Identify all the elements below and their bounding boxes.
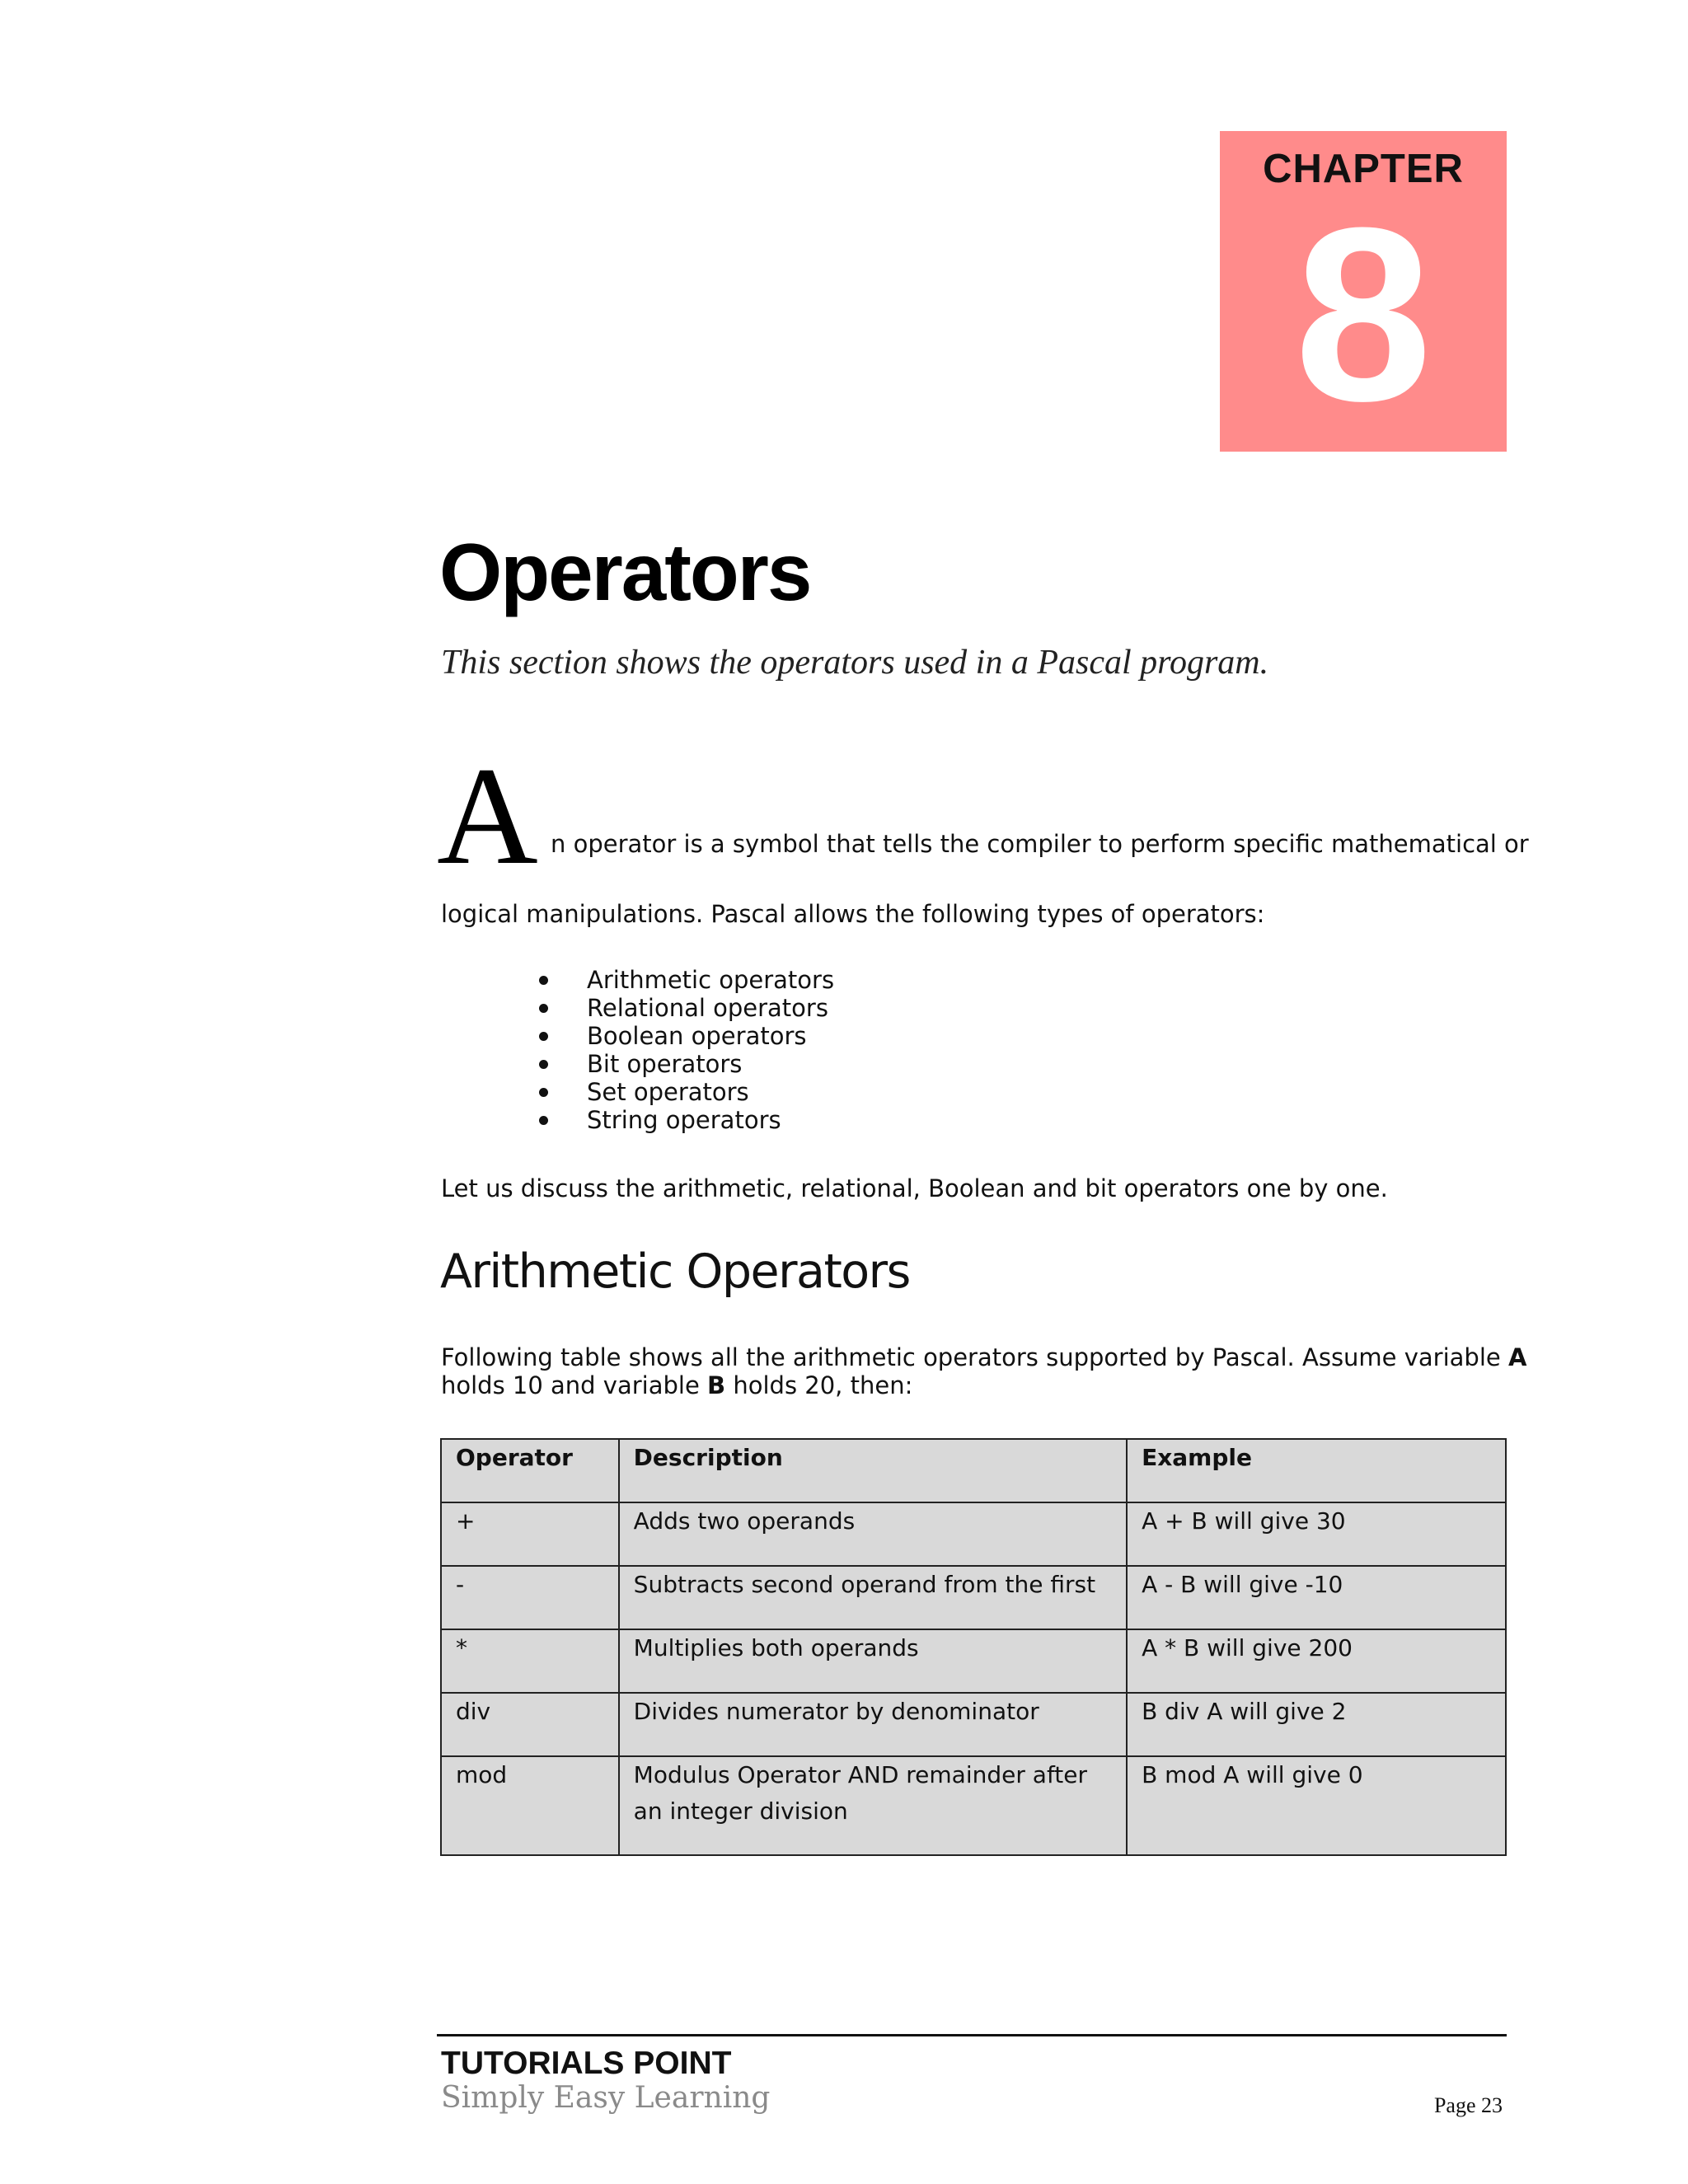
bullet-icon bbox=[539, 1060, 548, 1069]
example-cell: B mod A will give 0 bbox=[1127, 1756, 1506, 1855]
description-cell: Modulus Operator AND remainder after an integer division bbox=[619, 1756, 1127, 1855]
table-row bbox=[441, 1629, 1506, 1693]
operator-cell: - bbox=[441, 1566, 619, 1629]
bullet-icon bbox=[539, 1032, 548, 1041]
intro-text-line-2: logical manipulations. Pascal allows the following types of operators: bbox=[441, 900, 1265, 928]
table-row bbox=[441, 1566, 1506, 1629]
bullet-icon bbox=[539, 976, 548, 985]
intro-text-line-1: n operator is a symbol that tells the compiler to perform specific mathematical or bbox=[551, 830, 1529, 858]
bullet-icon bbox=[539, 1116, 548, 1125]
section-intro bbox=[441, 1343, 1527, 1399]
operator-cell: div bbox=[441, 1693, 619, 1756]
table-row bbox=[441, 1693, 1506, 1756]
arithmetic-operators-table bbox=[440, 1438, 1507, 1856]
footer-divider bbox=[437, 2034, 1507, 2036]
list-item bbox=[536, 994, 834, 1022]
list-item-label: Bit operators bbox=[587, 1050, 743, 1078]
chapter-number: 8 bbox=[1294, 176, 1432, 452]
list-item bbox=[536, 1078, 834, 1106]
table-row bbox=[441, 1756, 1506, 1855]
section-intro-text: holds 10 and variable bbox=[441, 1371, 708, 1399]
chapter-label: CHAPTER bbox=[1263, 147, 1464, 191]
operator-cell: * bbox=[441, 1629, 619, 1693]
section-intro-text: holds 20, then: bbox=[725, 1371, 913, 1399]
page-number: Page 23 bbox=[1433, 2093, 1503, 2117]
example-cell: A - B will give -10 bbox=[1127, 1566, 1506, 1629]
list-item bbox=[536, 966, 834, 994]
variable-b: B bbox=[707, 1371, 726, 1399]
description-cell: Multiplies both operands bbox=[619, 1629, 1127, 1693]
example-cell: A * B will give 200 bbox=[1127, 1629, 1506, 1693]
variable-a: A bbox=[1507, 1343, 1527, 1371]
example-cell: B div A will give 2 bbox=[1127, 1693, 1506, 1756]
page-subtitle: This section shows the operators used in a Pascal program. bbox=[441, 644, 1269, 682]
operator-types-list bbox=[536, 966, 834, 1134]
column-header-example: Example bbox=[1127, 1439, 1506, 1502]
list-item bbox=[536, 1050, 834, 1078]
operator-cell: + bbox=[441, 1502, 619, 1566]
example-cell: A + B will give 30 bbox=[1127, 1502, 1506, 1566]
operator-cell: mod bbox=[441, 1756, 619, 1855]
description-cell: Adds two operands bbox=[619, 1502, 1127, 1566]
bullet-icon bbox=[539, 1088, 548, 1097]
section-intro-line-2 bbox=[441, 1371, 1512, 1399]
description-cell: Subtracts second operand from the first bbox=[619, 1566, 1127, 1629]
column-header-description: Description bbox=[619, 1439, 1127, 1502]
list-item-label: Relational operators bbox=[587, 994, 828, 1022]
description-cell: Divides numerator by denominator bbox=[619, 1693, 1127, 1756]
table-header-row bbox=[441, 1439, 1506, 1502]
list-item-label: String operators bbox=[587, 1106, 781, 1134]
footer-tagline: Simply Easy Learning bbox=[441, 2081, 771, 2115]
list-item bbox=[536, 1106, 834, 1134]
bullet-icon bbox=[539, 1004, 548, 1013]
discussion-text: Let us discuss the arithmetic, relational, Boolean and bit operators one by one. bbox=[441, 1174, 1388, 1202]
list-item-label: Arithmetic operators bbox=[587, 966, 835, 994]
list-item-label: Set operators bbox=[587, 1078, 749, 1106]
page-title: Operators bbox=[439, 527, 811, 617]
section-intro-text: Following table shows all the arithmetic operators supported by Pascal. Assume variable bbox=[441, 1343, 1508, 1371]
section-heading: Arithmetic Operators bbox=[440, 1244, 910, 1299]
section-intro-line-1 bbox=[441, 1343, 1527, 1371]
footer-brand: TUTORIALS POINT bbox=[441, 2046, 732, 2081]
drop-cap: A bbox=[437, 738, 538, 893]
chapter-badge bbox=[1220, 131, 1507, 452]
column-header-operator: Operator bbox=[441, 1439, 619, 1502]
list-item-label: Boolean operators bbox=[587, 1022, 807, 1050]
table-row bbox=[441, 1502, 1506, 1566]
list-item bbox=[536, 1022, 834, 1050]
